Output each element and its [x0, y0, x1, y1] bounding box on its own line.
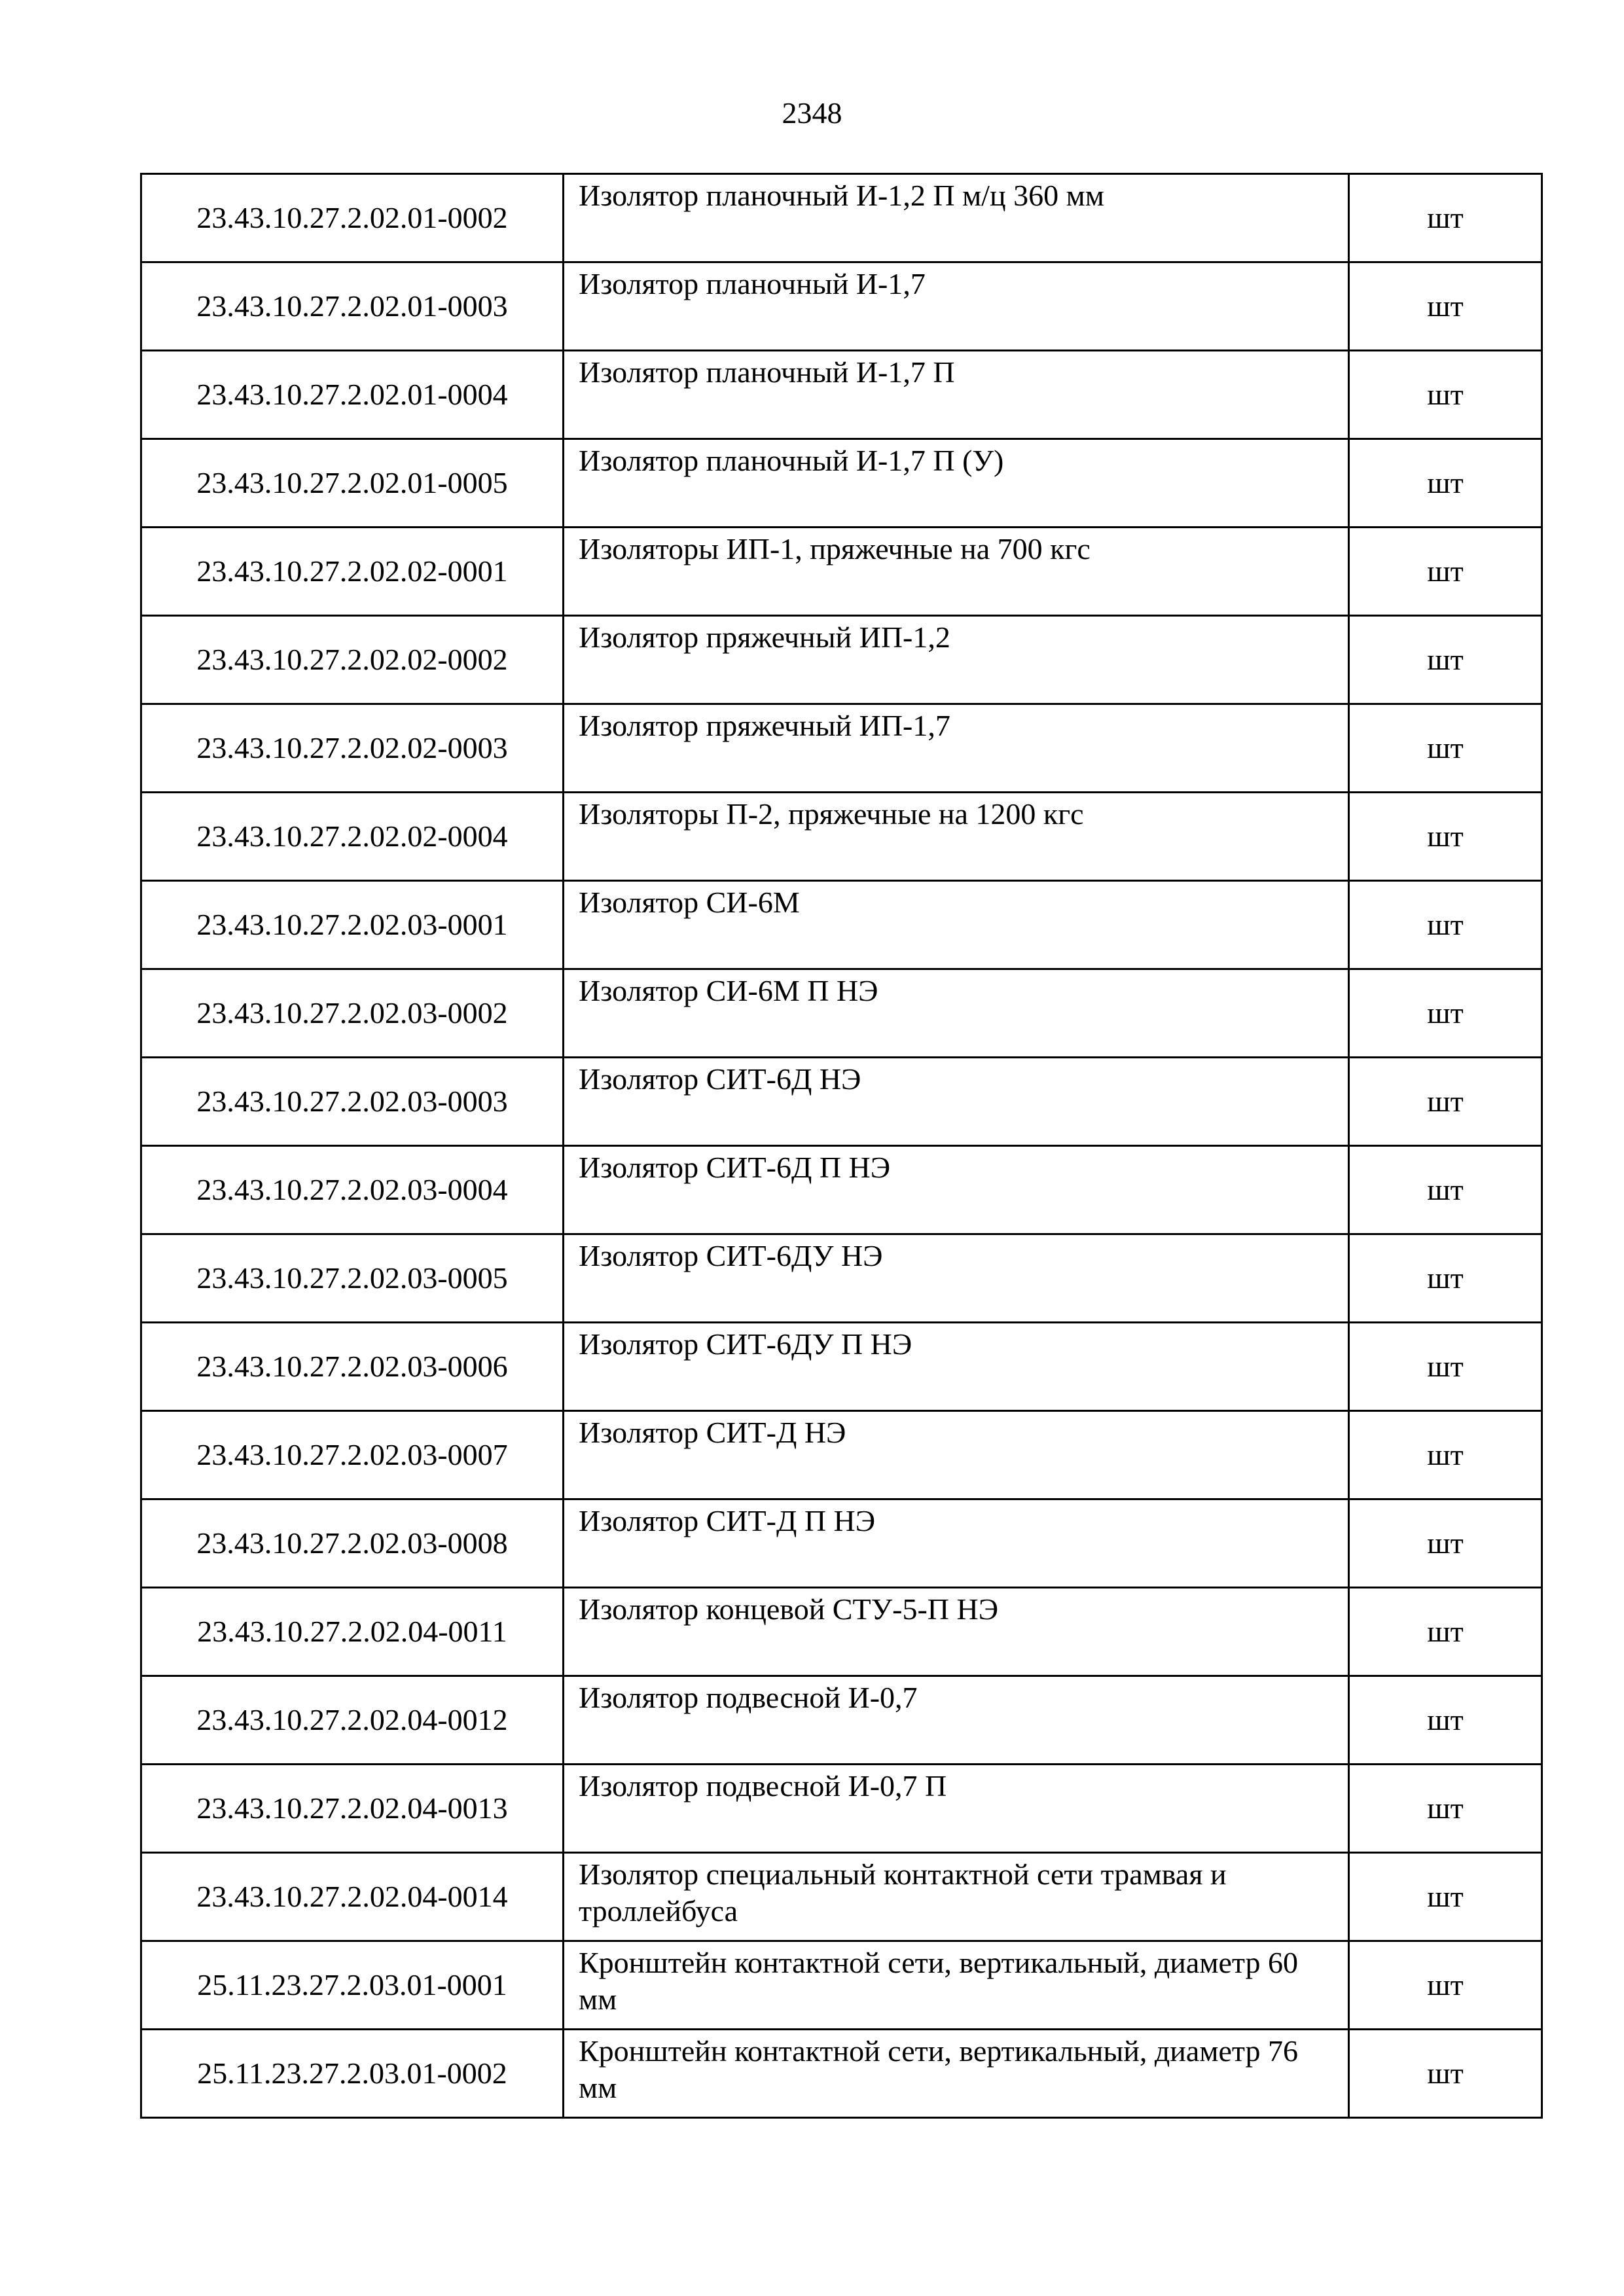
unit-cell: шт — [1349, 2030, 1542, 2118]
resource-code-cell: 23.43.10.27.2.02.04-0012 — [141, 1676, 564, 1765]
resource-name-cell: Изолятор СИ-6М П НЭ — [564, 969, 1349, 1058]
resource-code-cell: 23.43.10.27.2.02.03-0007 — [141, 1411, 564, 1499]
resource-code-cell: 23.43.10.27.2.02.04-0011 — [141, 1588, 564, 1676]
resource-name-cell: Изолятор пряжечный ИП-1,7 — [564, 704, 1349, 793]
unit-cell: шт — [1349, 969, 1542, 1058]
unit-cell: шт — [1349, 1676, 1542, 1765]
resource-code-cell: 23.43.10.27.2.02.04-0013 — [141, 1765, 564, 1853]
unit-cell: шт — [1349, 793, 1542, 881]
resource-code-cell: 23.43.10.27.2.02.02-0002 — [141, 616, 564, 704]
resource-name-cell: Изолятор планочный И-1,7 П (У) — [564, 439, 1349, 528]
table-row — [141, 1411, 1542, 1499]
unit-cell: шт — [1349, 1323, 1542, 1411]
unit-cell: шт — [1349, 1146, 1542, 1234]
resource-name-cell: Изолятор СИТ-Д НЭ — [564, 1411, 1349, 1499]
table-row — [141, 616, 1542, 704]
resource-name-cell: Изолятор пряжечный ИП-1,2 — [564, 616, 1349, 704]
table-row — [141, 969, 1542, 1058]
unit-cell: шт — [1349, 174, 1542, 262]
resource-code-cell: 23.43.10.27.2.02.03-0008 — [141, 1499, 564, 1588]
unit-cell: шт — [1349, 616, 1542, 704]
resource-code-cell: 23.43.10.27.2.02.04-0014 — [141, 1853, 564, 1941]
unit-cell: шт — [1349, 1941, 1542, 2030]
resource-name-cell: Кронштейн контактной сети, вертикальный, диаметр 60 мм — [564, 1941, 1349, 2030]
resource-code-cell: 23.43.10.27.2.02.02-0001 — [141, 528, 564, 616]
unit-cell: шт — [1349, 1765, 1542, 1853]
unit-cell: шт — [1349, 528, 1542, 616]
unit-cell: шт — [1349, 704, 1542, 793]
resource-code-cell: 23.43.10.27.2.02.01-0005 — [141, 439, 564, 528]
unit-cell: шт — [1349, 1499, 1542, 1588]
resource-name-cell: Изолятор концевой СТУ-5-П НЭ — [564, 1588, 1349, 1676]
resource-name-cell: Изоляторы П-2, пряжечные на 1200 кгс — [564, 793, 1349, 881]
table-row — [141, 881, 1542, 969]
resource-name-cell: Изолятор планочный И-1,7 — [564, 262, 1349, 351]
resource-code-cell: 23.43.10.27.2.02.03-0002 — [141, 969, 564, 1058]
table-row — [141, 2030, 1542, 2118]
table-row — [141, 1588, 1542, 1676]
resource-name-cell: Изолятор подвесной И-0,7 П — [564, 1765, 1349, 1853]
page-number: 2348 — [782, 96, 842, 130]
unit-cell: шт — [1349, 351, 1542, 439]
resource-name-cell: Изолятор планочный И-1,7 П — [564, 351, 1349, 439]
resource-name-cell: Изолятор СИТ-6ДУ П НЭ — [564, 1323, 1349, 1411]
resource-name-cell: Изолятор СИ-6М — [564, 881, 1349, 969]
resource-name-cell: Изолятор СИТ-Д П НЭ — [564, 1499, 1349, 1588]
table-row — [141, 528, 1542, 616]
table-row — [141, 439, 1542, 528]
resource-code-cell: 23.43.10.27.2.02.01-0003 — [141, 262, 564, 351]
unit-cell: шт — [1349, 262, 1542, 351]
table-row — [141, 262, 1542, 351]
table-row — [141, 1765, 1542, 1853]
unit-cell: шт — [1349, 1411, 1542, 1499]
table-row — [141, 1853, 1542, 1941]
resource-name-cell: Изолятор СИТ-6Д НЭ — [564, 1058, 1349, 1146]
table-body — [141, 174, 1542, 2118]
resource-code-cell: 23.43.10.27.2.02.03-0004 — [141, 1146, 564, 1234]
table-row — [141, 1676, 1542, 1765]
resource-name-cell: Изолятор планочный И-1,2 П м/ц 360 мм — [564, 174, 1349, 262]
table-row — [141, 704, 1542, 793]
unit-cell: шт — [1349, 1588, 1542, 1676]
unit-cell: шт — [1349, 1234, 1542, 1323]
resource-name-cell: Изолятор СИТ-6Д П НЭ — [564, 1146, 1349, 1234]
unit-cell: шт — [1349, 1853, 1542, 1941]
table-row — [141, 1058, 1542, 1146]
unit-cell: шт — [1349, 1058, 1542, 1146]
resource-code-cell: 25.11.23.27.2.03.01-0001 — [141, 1941, 564, 2030]
resource-name-cell: Изолятор СИТ-6ДУ НЭ — [564, 1234, 1349, 1323]
resource-code-cell: 23.43.10.27.2.02.02-0004 — [141, 793, 564, 881]
table-row — [141, 1941, 1542, 2030]
table-row — [141, 174, 1542, 262]
resource-name-cell: Изолятор специальный контактной сети трамвая и троллейбуса — [564, 1853, 1349, 1941]
table-row — [141, 793, 1542, 881]
resource-name-cell: Изоляторы ИП-1, пряжечные на 700 кгс — [564, 528, 1349, 616]
unit-cell: шт — [1349, 439, 1542, 528]
resource-code-cell: 23.43.10.27.2.02.03-0005 — [141, 1234, 564, 1323]
resource-name-cell: Изолятор подвесной И-0,7 — [564, 1676, 1349, 1765]
table-row — [141, 1499, 1542, 1588]
table-row — [141, 351, 1542, 439]
table-row — [141, 1323, 1542, 1411]
table-row — [141, 1234, 1542, 1323]
unit-cell: шт — [1349, 881, 1542, 969]
resource-code-cell: 23.43.10.27.2.02.01-0004 — [141, 351, 564, 439]
resource-code-cell: 23.43.10.27.2.02.03-0001 — [141, 881, 564, 969]
table-row — [141, 1146, 1542, 1234]
resource-code-cell: 23.43.10.27.2.02.01-0002 — [141, 174, 564, 262]
resource-code-cell: 23.43.10.27.2.02.02-0003 — [141, 704, 564, 793]
resource-name-cell: Кронштейн контактной сети, вертикальный, диаметр 76 мм — [564, 2030, 1349, 2118]
resource-code-cell: 23.43.10.27.2.02.03-0003 — [141, 1058, 564, 1146]
resource-table — [140, 173, 1543, 2119]
resource-code-cell: 23.43.10.27.2.02.03-0006 — [141, 1323, 564, 1411]
resource-code-cell: 25.11.23.27.2.03.01-0002 — [141, 2030, 564, 2118]
